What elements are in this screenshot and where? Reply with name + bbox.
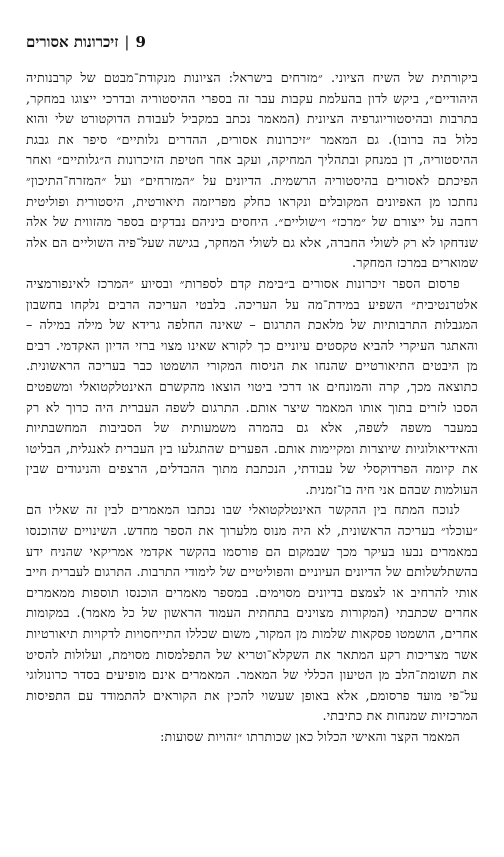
paragraph: ביקורתית של השיח הציוני. ״מזרחים בישראל: הציונות מנקודת־מבטם של קרבנותיה היהודיים״, ביקש לדון בהעלמת עקבות עבר זה בספרי ההיסטוריה ובדרכי ייצוגו במחקר, בתרבות ובהיסטוריוגרפיה הציונית (המאמר נכתב במקביל לעבודת הדוקטורט שלי והוא כלול בה ברובו). גם המאמר ״זיכרונות אסורים, ההדרים גלותיים״ סיפר את גבגת ההיסטוריה, דן במנחק ובתהליך המחיקה, ועקב אחר חטיפת הזיכרונות ה״גלותיים״ ואחר הפיכתם לאסורים בהיסטוריה הרשמית. הדיונים על ״המזרחים״ ועל ״המזרח־התיכון״ נחתכו מן האפיונים המקובלים ונקראו כחלק מפריזמה תיאורטית, היסטורית ופוליטית רחבה על ייצורם של ״מרכז״ ו״שוליים״. היחסים ביניהם נבדקים בספר מהזווית של אלה שנדחקו לא רק לשולי החברה, אלא גם לשולי המחקר, בגישה שעל־פיה השוליים הם אלה שמוארים במרכז המחקר. xyxy=(26,70,478,271)
paragraph: פרסום הספר זיכרונות אסורים ב״בימת קדם לספרות״ ובסיוע ״המרכז לאינפורמציה אלטרנטיבית״ השפיע במידת־מה על העריכה. בלבטי העריכה הרבים נלקחו בחשבון המגבלות התרבותיות של מלאכת התרגום – שאינה החלפה גרידא של מילה במילה – והאתגר העיקרי להביא טקסטים עיוניים כך לקורא שאינו מצוי ברזי הדיון האקדמי. רבים מן היבטים התיאורטיים שהנחו את הניסוח המקורי הושמטו כבר בעריכה הראשונית. כתוצאה מכך, קרה והמונחים או דרכי ביטוי הוצאו מהקשרם האינטלקטואלי ומשפטים הסכו לזרים בתוך אותו המאמר שיצר אותם. התרגום לשפה העברית היה כרוך לא רק במעבר משפה לשפה, אלא גם בהמרה משמעותית של הסביבות המחשבתיות והאידיאולוגיות שיוצרות ומקיימות אותם. הפערים שהתגלעו בין העברית לאנגלית, הבליטו את קיומה הפרדוקסלי של עבודתי, הנכתבת מתוך ההבדלים, הרצפים והניגודים שבין העולמות שבהם אני חיה בו־זמנית. xyxy=(26,275,478,497)
paragraph: לנוכח המתח בין ההקשר האינטלקטואלי שבו נכתבו המאמרים לבין זה שאליו הם ״עוכלו״ בעריכה הראשונית, לא היה מנוס מלערוך את הספר מחדש. השינויים שהוכנסו במאמרים נבעו בעיקר מכך שבמקום הם פורסמו בהקשר אקדמי אמריקאי שהניח ידע בהשתלשלותם של הדיונים העיוניים והפוליטיים של לימודי התרבות. התרגום לעברית חייב אותי להרחיב או לצמצם בדיונים מסוימים. במספר מאמרים הוכנסו תוספות ממאמרים אחרים שכתבתי (המקורות מצוינים בתחתית העמוד הראשון של כל מאמר). במקומות אחרים, הושמטו פסקאות שלמות מן המקור, משום שכללו התייחסויות לדקויות תיאורטיות אשר מצריכות רקע המתאר את השקלא־וטריא של התפלמסות מסוימת, ועלולות להסיט את תשומת־הלב מן הטיעון הכללי של המאמר. המאמרים אינם מופיעים בסדר כרונולוגי על־פי מועד פרסומם, אלא באופן שעשוי להכין את הקוראים להתמודד עם התפיסות המרכזיות שמנחות את כתיבתי. xyxy=(26,502,478,724)
running-head xyxy=(26,30,470,54)
header-separator: | xyxy=(124,33,130,51)
paragraph: המאמר הקצר והאישי הכלול כאן שכותרתו ״זהויות שסועות: xyxy=(160,729,460,744)
running-title: זיכרונות אסורים xyxy=(26,32,119,51)
body-text xyxy=(26,68,478,748)
page-number: 9 xyxy=(135,33,146,51)
